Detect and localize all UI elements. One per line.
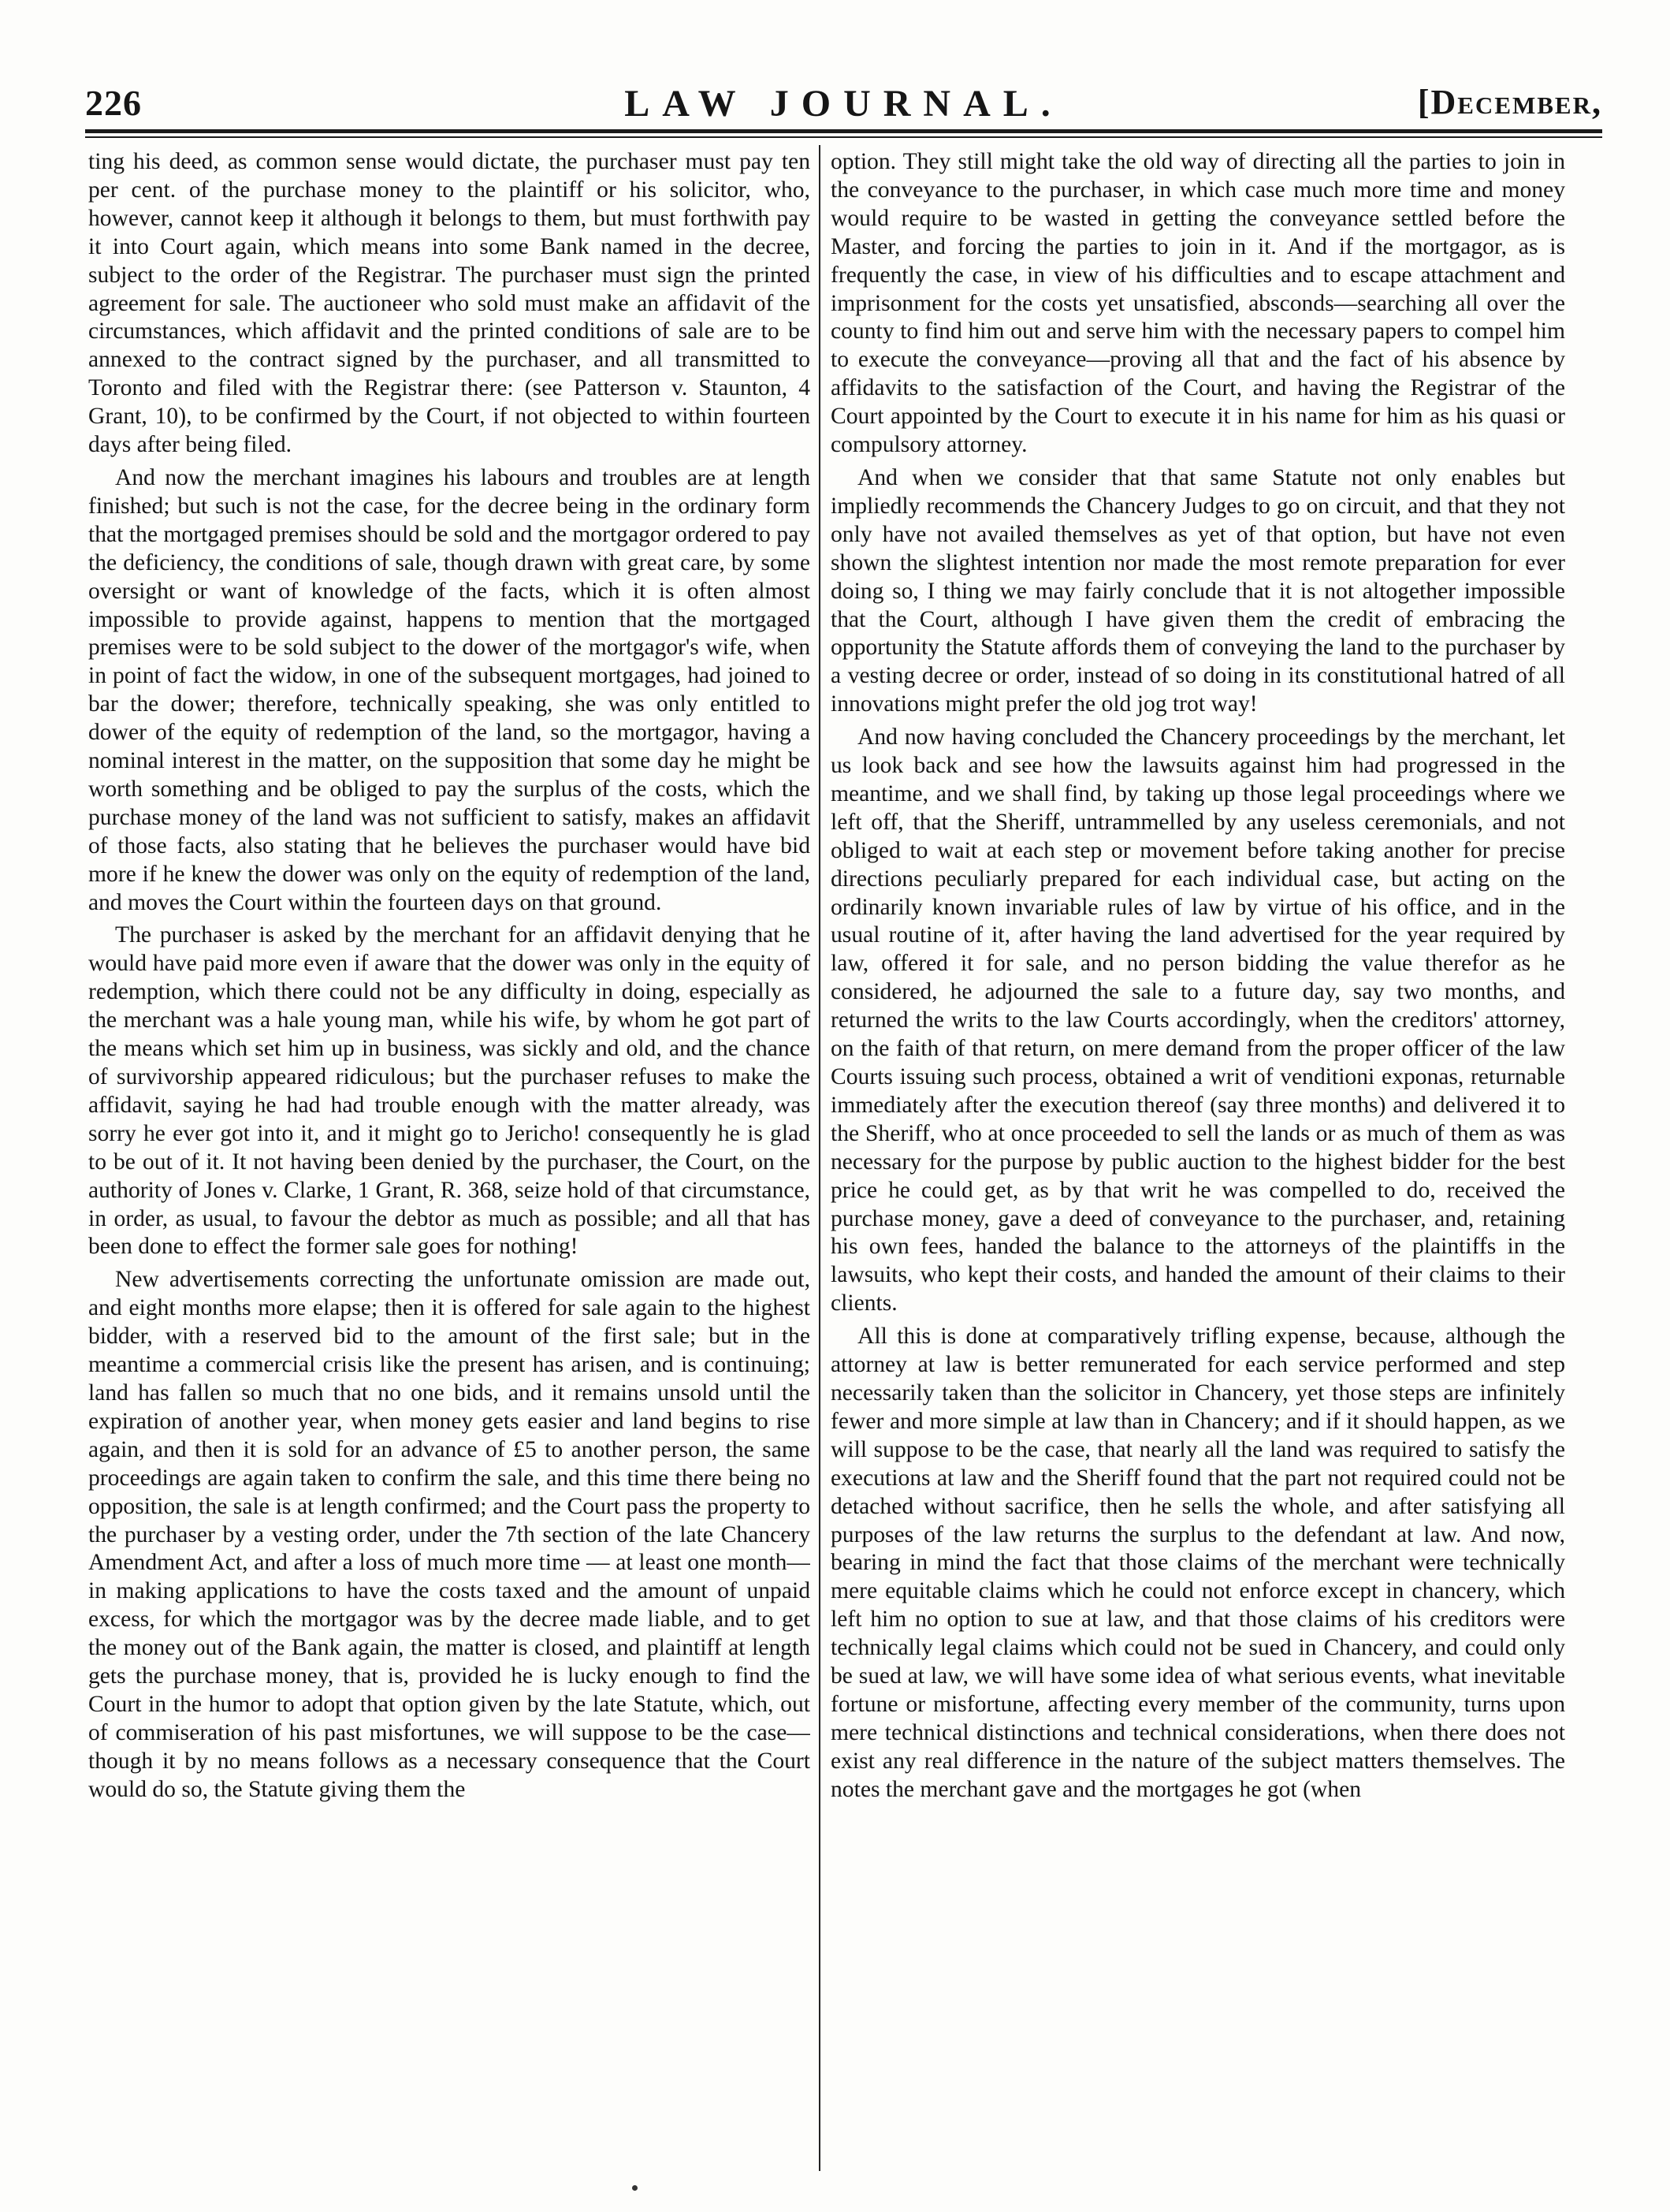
paragraph: The purchaser is asked by the merchant for an affidavit denying that he would have paid more even if aware that the dower was only in the equity of redemption, which there could not be any difficulty in doing, especially as the merchant was a hale young man, while his wife, by whom he got part of the means which set him up in business, was sickly and old, and the chance of survivorship appeared ridiculous; but the purchaser refuses to make the affidavit, saying he had had trouble enough with the matter already, was sorry he ever got into it, and it might go to Jericho! consequently he is glad to be out of it. It not having been denied by the purchaser, the Court, on the authority of Jones v. Clarke, 1 Grant, R. 368, seize hold of that circumstance, in order, as usual, to favour the debtor as much as possible; and all that has been done to effect the former sale goes for nothing! bbox=[88, 922, 810, 1260]
header-rule-thick bbox=[85, 129, 1602, 133]
paragraph: New advertisements correcting the unfortunate omission are made out, and eight months more elapse; then it is offered for sale again to the highest bidder, with a reserved bid to the amount of the first sale; but in the meantime a commercial crisis like the present has arisen, and is continuing; land has fallen so much that no one bids, and it remains unsold until the expiration of another year, when money gets easier and land begins to rise again, and then it is sold for an advance of £5 to another person, the same proceedings are again taken to confirm the sale, and this time there being no opposition, the sale is at length confirmed; and the Court pass the property to the purchaser by a vesting order, under the 7th section of the late Chancery Amendment Act, and after a loss of much more time — at least one month—in making applications to have the costs taxed and the amount of unpaid excess, for which the mortgagor was by the decree made liable, and to get the money out of the Bank again, the matter is closed, and plaintiff at length gets the purchase money, that is, provided he is lucky enough to find the Court in the humor to adopt that option given by the late Statute, which, out of commiseration of his past misfortunes, we will suppose to be the case—though it by no means follows as a necessary consequence that the Court would do so, the Statute giving them the bbox=[88, 1267, 810, 1802]
paragraph: All this is done at comparatively trifling expense, because, although the attorney at law is better remunerated for each service performed and step necessarily taken than the solicitor in Chancery, yet those steps are infinitely fewer and more simple at law than in Chancery; and if it should happen, as we will suppose to be the case, that nearly all the land was required to satisfy the executions at law and the Sheriff found that the part not required could not be detached without sacrifice, then he sells the whole, and after satisfying all purposes of the law returns the surplus to the defendant at law. And now, bearing in mind the fact that those claims of the merchant were technically mere equitable claims which he could not enforce except in chancery, which left him no option to sue at law, and that those claims of his creditors were technically legal claims which could not be sued in Chancery, and could only be sued at law, we will have some idea of what serious events, what inevitable fortune or misfortune, affecting every member of the community, turns upon mere technical distinctions and technical considerations, when there does not exist any real difference in the nature of the subject matters themselves. The notes the merchant gave and the mortgages he got (when bbox=[831, 1324, 1565, 1802]
header-rule-thin bbox=[85, 136, 1602, 138]
journal-title: LAW JOURNAL. bbox=[624, 83, 1063, 125]
column-divider bbox=[819, 145, 820, 2171]
paragraph: option. They still might take the old way of directing all the parties to join in the conveyance to the purchaser, in which case much more time and money would require to be wasted in getting the conveyance settled before the Master, and forcing the parties to join in it. And if the mortgagor, as is frequently the case, in view of his difficulties and to escape attachment and imprisonment for the costs yet unsatisfied, absconds—searching all over the county to find him out and serve him with the necessary papers to compel him to execute the conveyance—proving all that and the fact of his absence by affidavits to the satisfaction of the Court, and having the Registrar of the Court appointed by the Court to execute it in his name for him as his quasi or compulsory attorney. bbox=[831, 149, 1565, 458]
running-header bbox=[85, 82, 1602, 132]
issue-month: [December, bbox=[1417, 83, 1602, 121]
paragraph: And now having concluded the Chancery proceedings by the merchant, let us look back and see how the lawsuits against him had progressed in the meantime, and we shall find, by taking up those legal proceedings where we left off, that the Sheriff, untrammelled by any useless ceremonials, and not obliged to wait at each step or movement before taking another for precise directions peculiarly prepared for each individual case, but acting on the ordinarily known invariable rules of law by virtue of his office, and in the usual routine of it, after having the land advertised for the year required by law, offered it for sale, and no person bidding the value therefor as he considered, he adjourned the sale to a future day, say two months, and returned the writs to the law Courts accordingly, when the creditors' attorney, on the faith of that return, on mere demand from the proper officer of the law Courts issuing such process, obtained a writ of venditioni exponas, returnable immediately after the execution thereof (say three months) and delivered it to the Sheriff, who at once proceeded to sell the lands or as much of them as was necessary for the purpose by public auction to the highest bidder for the best price he could get, as by that writ he was compelled to do, received the purchase money, gave a deed of conveyance to the purchaser, and, retaining his own fees, handed the balance to the attorneys of the plaintiffs in the lawsuits, who kept their costs, and handed the amount of their claims to their clients. bbox=[831, 724, 1565, 1316]
right-column bbox=[831, 148, 1565, 2166]
printer-mark bbox=[632, 2185, 638, 2191]
page-number: 226 bbox=[85, 83, 142, 123]
paragraph: And now the merchant imagines his labours and troubles are at length finished; but such is not the case, for the decree being in the ordinary form that the mortgaged premises should be sold and the mortgagor ordered to pay the deficiency, the conditions of sale, though drawn with great care, by some oversight or want of knowledge of the facts, which it is often almost impossible to provide against, happens to mention that the mortgaged premises were to be sold subject to the dower of the mortgagor's wife, when in point of fact the widow, in one of the subsequent mortgages, had joined to bar the dower; therefore, technically speaking, she was only entitled to dower of the equity of redemption of the land, so the mortgagor, having a nominal interest in the matter, on the supposition that some day he might be worth something and be obliged to pay the surplus of the costs, which the purchase money of the land was not sufficient to satisfy, makes an affidavit of those facts, also stating that he believes the purchaser would have bid more if he knew the dower was only on the equity of redemption of the land, and moves the Court within the fourteen days on that ground. bbox=[88, 464, 810, 915]
paragraph: And when we consider that that same Statute not only enables but impliedly recommends the Chancery Judges to go on circuit, and that they not only have not availed themselves as yet of that option, but have not even shown the slightest intention nor made the most remote preparation for ever doing so, I thing we may fairly conclude that it is not altogether impossible that the Court, although I have given them the credit of embracing the opportunity the Statute affords them of conveying the land to the purchaser by a vesting decree or order, instead of so doing in its constitutional hatred of all innovations might prefer the old jog trot way! bbox=[831, 464, 1565, 717]
left-column bbox=[88, 148, 810, 2166]
paragraph: ting his deed, as common sense would dictate, the purchaser must pay ten per cent. of the purchase money to the plaintiff or his solicitor, who, however, cannot keep it although it belongs to them, but must forthwith pay it into Court again, which means into some Bank named in the decree, subject to the order of the Registrar. The purchaser must sign the printed agreement for sale. The auctioneer who sold must make an affidavit of the circumstances, which affidavit and the printed conditions of sale are to be annexed to the contract signed by the purchaser, and all transmitted to Toronto and filed with the Registrar there: (see Patterson v. Staunton, 4 Grant, 10), to be confirmed by the Court, if not objected to within fourteen days after being filed. bbox=[88, 149, 810, 458]
